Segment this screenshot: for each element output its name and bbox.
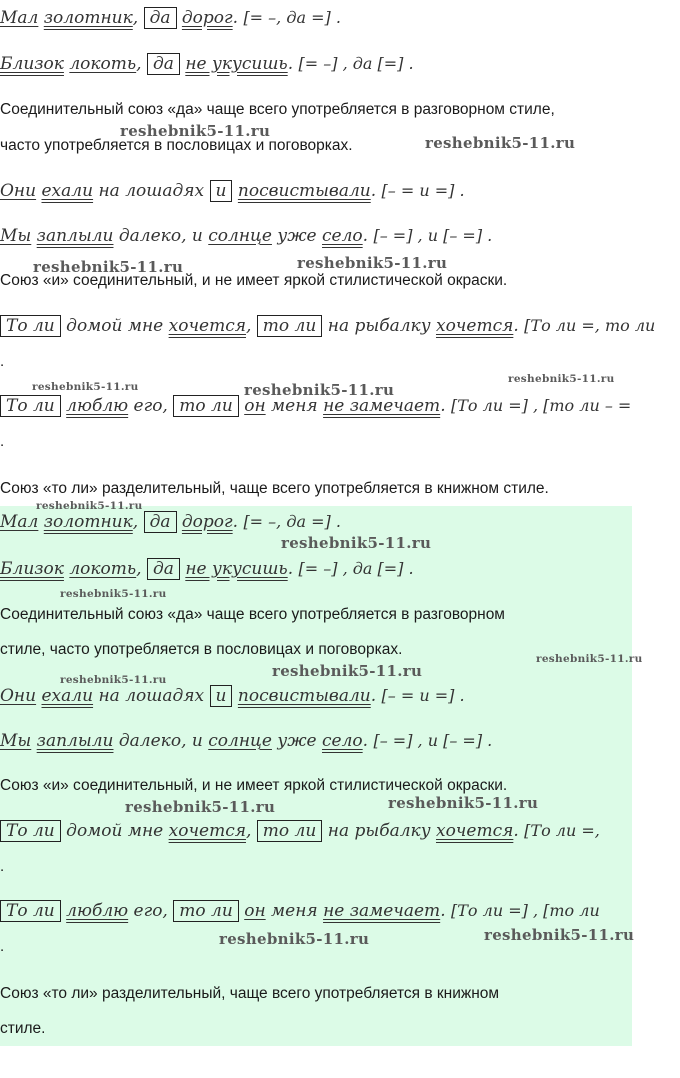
- sentence-4: Мы заплыли далеко, и солнце уже село. [– =] , и [– =] .: [0, 226, 493, 246]
- subject: солнце: [208, 226, 272, 246]
- paragraph: стиле.: [0, 1020, 46, 1037]
- conjunction-box: да: [147, 53, 180, 75]
- watermark: reshebnik5-11.ru: [425, 134, 576, 152]
- watermark: reshebnik5-11.ru: [120, 122, 271, 140]
- predicate: не укусишь: [185, 559, 288, 579]
- predicate: село: [322, 731, 363, 751]
- conjunction-box: да: [144, 7, 177, 29]
- predicate: Близок: [0, 54, 64, 74]
- paragraph: Союз «и» соединительный, и не имеет яркой стилистической окраски.: [0, 272, 508, 289]
- conjunction-box: и: [210, 685, 233, 707]
- paragraph: стиле, часто употребляется в пословицах и поговорках.: [0, 641, 403, 658]
- predicate: хочется: [435, 821, 514, 841]
- watermark: reshebnik5-11.ru: [536, 653, 643, 665]
- subject: он: [244, 396, 266, 416]
- sentence-2: Близок локоть, да не укусишь. [= –] , да [=] .: [0, 54, 414, 74]
- predicate: посвистывали: [237, 181, 371, 201]
- sentence-3: Они ехали на лошадях и посвистывали. [– = и =] .: [0, 686, 465, 706]
- predicate: не замечает: [323, 396, 441, 416]
- sentence-scheme: [То ли =] , [то ли: [451, 901, 600, 920]
- sentence-scheme: [То ли =, то ли: [524, 316, 656, 335]
- predicate: посвистывали: [237, 686, 371, 706]
- watermark: reshebnik5-11.ru: [272, 662, 423, 680]
- watermark: reshebnik5-11.ru: [219, 930, 370, 948]
- subject: локоть: [69, 54, 137, 74]
- conjunction-box: и: [210, 180, 233, 202]
- watermark: reshebnik5-11.ru: [60, 588, 167, 600]
- conjunction-box: То ли: [0, 395, 61, 417]
- paragraph: Союз «и» соединительный, и не имеет яркой стилистической окраски.: [0, 777, 508, 794]
- sentence-1: Мал золотник, да дорог. [= –, да =] .: [0, 512, 341, 532]
- predicate: золотник: [43, 8, 133, 28]
- predicate: люблю: [66, 396, 129, 416]
- predicate: ехали: [41, 686, 94, 706]
- sentence-scheme: [= –] , да [=] .: [298, 559, 414, 578]
- sentence-scheme: [– = и =] .: [381, 686, 465, 705]
- sentence-5: То ли домой мне хочется, то ли на рыбалку хочется. [То ли =, то ли: [0, 310, 655, 342]
- paragraph: Соединительный союз «да» чаще всего употребляется в разговорном: [0, 606, 505, 623]
- predicate: Близок: [0, 559, 64, 579]
- watermark: reshebnik5-11.ru: [244, 381, 395, 399]
- predicate: заплыли: [36, 226, 114, 246]
- sentence-scheme: [То ли =,: [524, 821, 600, 840]
- sentence-6: То ли люблю его, то ли он меня не замечает. [То ли =] , [то ли – =: [0, 390, 631, 422]
- sentence-scheme: [= –] , да [=] .: [298, 54, 414, 73]
- paragraph: Союз «то ли» разделительный, чаще всего употребляется в книжном стиле.: [0, 480, 549, 497]
- conjunction-box: то ли: [257, 820, 323, 842]
- predicate: ехали: [41, 181, 94, 201]
- predicate: не укусишь: [185, 54, 288, 74]
- subject: Мы: [0, 226, 32, 246]
- predicate: дорог: [181, 512, 233, 532]
- predicate: село: [322, 226, 363, 246]
- subject: он: [244, 901, 266, 921]
- conjunction-box: то ли: [173, 395, 239, 417]
- paragraph: часто употребляется в пословицах и поговорках.: [0, 137, 353, 154]
- subject: Мал: [0, 8, 39, 28]
- conjunction-box: то ли: [257, 315, 323, 337]
- conjunction-box: То ли: [0, 900, 61, 922]
- trailing-dot: .: [0, 353, 5, 370]
- sentence-5: То ли домой мне хочется, то ли на рыбалку хочется. [То ли =,: [0, 815, 600, 847]
- paragraph: Соединительный союз «да» чаще всего употребляется в разговорном стиле,: [0, 101, 555, 118]
- trailing-dot: .: [0, 858, 5, 875]
- trailing-dot: .: [0, 433, 5, 450]
- sentence-6: То ли люблю его, то ли он меня не замечает. [То ли =] , [то ли: [0, 895, 600, 927]
- sentence-1: Мал золотник, да дорог. [= –, да =] .: [0, 8, 341, 28]
- watermark: reshebnik5-11.ru: [32, 381, 139, 393]
- sentence-2: Близок локоть, да не укусишь. [= –] , да [=] .: [0, 559, 414, 579]
- watermark: reshebnik5-11.ru: [60, 674, 167, 686]
- predicate: люблю: [66, 901, 129, 921]
- watermark: reshebnik5-11.ru: [508, 373, 615, 385]
- watermark: reshebnik5-11.ru: [484, 926, 635, 944]
- sentence-scheme: [То ли =] , [то ли – =: [451, 396, 632, 415]
- conjunction-box: То ли: [0, 820, 61, 842]
- sentence-scheme: [– =] , и [– =] .: [373, 226, 493, 245]
- watermark: reshebnik5-11.ru: [388, 794, 539, 812]
- subject: Мал: [0, 512, 39, 532]
- predicate: золотник: [43, 512, 133, 532]
- watermark: reshebnik5-11.ru: [33, 258, 184, 276]
- watermark: reshebnik5-11.ru: [125, 798, 276, 816]
- subject: Они: [0, 181, 37, 201]
- conjunction-box: да: [147, 558, 180, 580]
- trailing-dot: .: [0, 938, 5, 955]
- predicate: хочется: [168, 821, 246, 841]
- conjunction-box: то ли: [173, 900, 239, 922]
- sentence-scheme: [– = и =] .: [381, 181, 465, 200]
- sentence-scheme: [= –, да =] .: [243, 8, 341, 27]
- predicate: не замечает: [323, 901, 441, 921]
- sentence-scheme: [= –, да =] .: [243, 512, 341, 531]
- sentence-scheme: [– =] , и [– =] .: [373, 731, 493, 750]
- paragraph: Союз «то ли» разделительный, чаще всего употребляется в книжном: [0, 985, 500, 1002]
- predicate: хочется: [168, 316, 246, 336]
- predicate: дорог: [181, 8, 233, 28]
- sentence-3: Они ехали на лошадях и посвистывали. [– = и =] .: [0, 181, 465, 201]
- sentence-4: Мы заплыли далеко, и солнце уже село. [– =] , и [– =] .: [0, 731, 493, 751]
- subject: локоть: [69, 559, 137, 579]
- predicate: заплыли: [36, 731, 114, 751]
- subject: Мы: [0, 731, 32, 751]
- conjunction-box: да: [144, 511, 177, 533]
- conjunction-box: То ли: [0, 315, 61, 337]
- watermark: reshebnik5-11.ru: [281, 534, 432, 552]
- subject: Они: [0, 686, 37, 706]
- predicate: хочется: [435, 316, 514, 336]
- watermark: reshebnik5-11.ru: [297, 254, 448, 272]
- watermark: reshebnik5-11.ru: [36, 500, 143, 512]
- subject: солнце: [208, 731, 272, 751]
